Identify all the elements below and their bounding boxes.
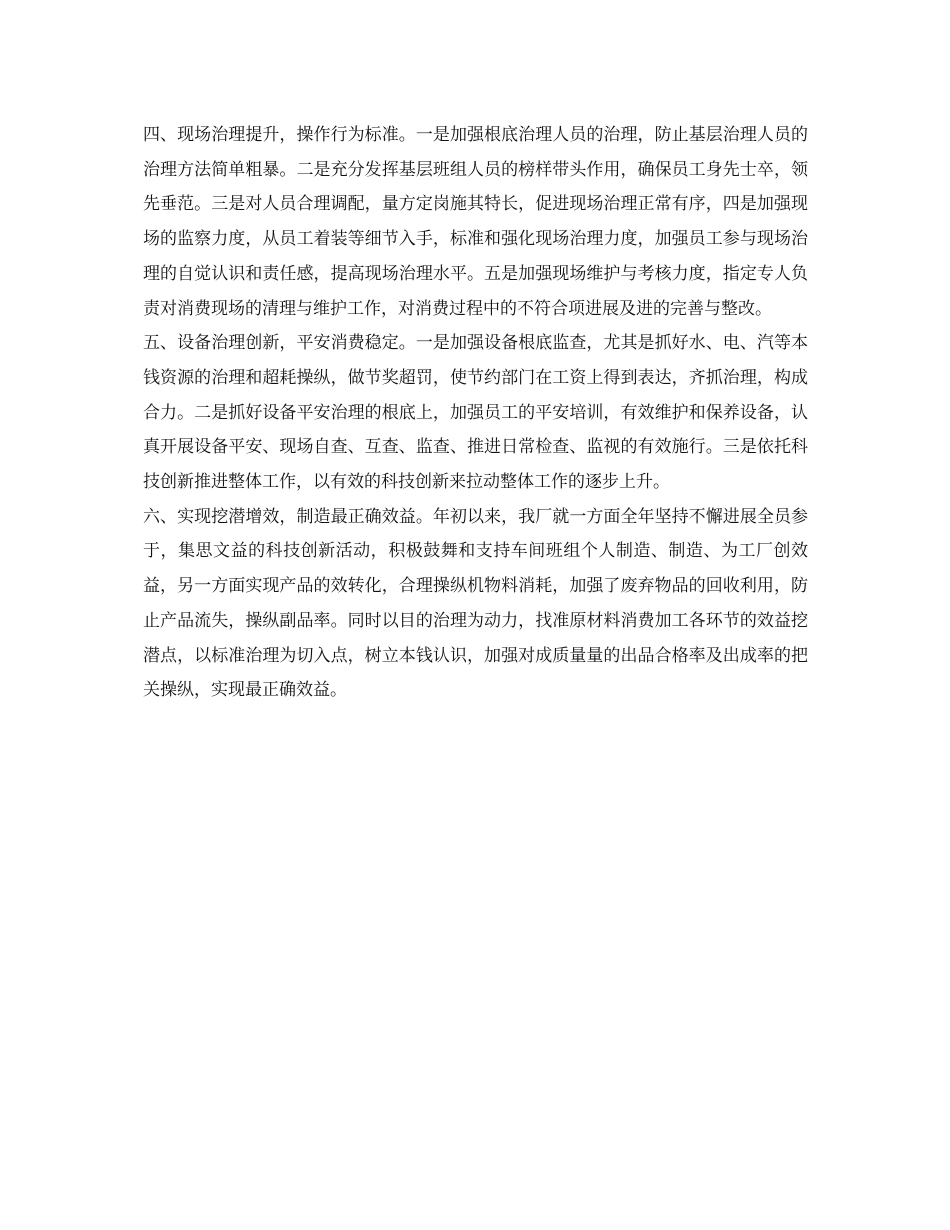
- document-body: [143, 118, 808, 708]
- paragraph-site-management: 四、现场治理提升，操作行为标准。一是加强根底治理人员的治理，防止基层治理人员的治理方法简单粗暴。二是充分发挥基层班组人员的榜样带头作用，确保员工身先士卒，领先垂范。三是对人员合理调配，量方定岗施其特长，促进现场治理正常有序，四是加强现场的监察力度，从员工着装等细节入手，标准和强化现场治理力度，加强员工参与现场治理的自觉认识和责任感，提高现场治理水平。五是加强现场维护与考核力度，指定专人负责对消费现场的清理与维护工作，对消费过程中的不符合项进展及进的完善与整改。: [143, 125, 808, 319]
- paragraph-equipment-management: 五、设备治理创新，平安消费稳定。一是加强设备根底监查，尤其是抓好水、电、汽等本钱资源的治理和超耗操纵，做节奖超罚，使节约部门在工资上得到表达，齐抓治理，构成合力。二是抓好设备平安治理的根底上，加强员工的平安培训，有效维护和保养设备，认真开展设备平安、现场自查、互查、监查、推进日常检查、监视的有效施行。三是依托科技创新推进整体工作，以有效的科技创新来拉动整体工作的逐步上升。: [143, 333, 808, 493]
- paragraph-efficiency: 六、实现挖潜增效，制造最正确效益。年初以来，我厂就一方面全年坚持不懈进展全员参于，集思文益的科技创新活动，积极鼓舞和支持车间班组个人制造、制造、为工厂创效益，另一方面实现产品的效转化，合理操纵机物料消耗，加强了废弃物品的回收利用，防止产品流失，操纵副品率。同时以目的治理为动力，找准原材料消费加工各环节的效益挖潜点，以标准治理为切入点，树立本钱认识，加强对成质量量的出品合格率及出成率的把关操纵，实现最正确效益。: [143, 506, 808, 701]
